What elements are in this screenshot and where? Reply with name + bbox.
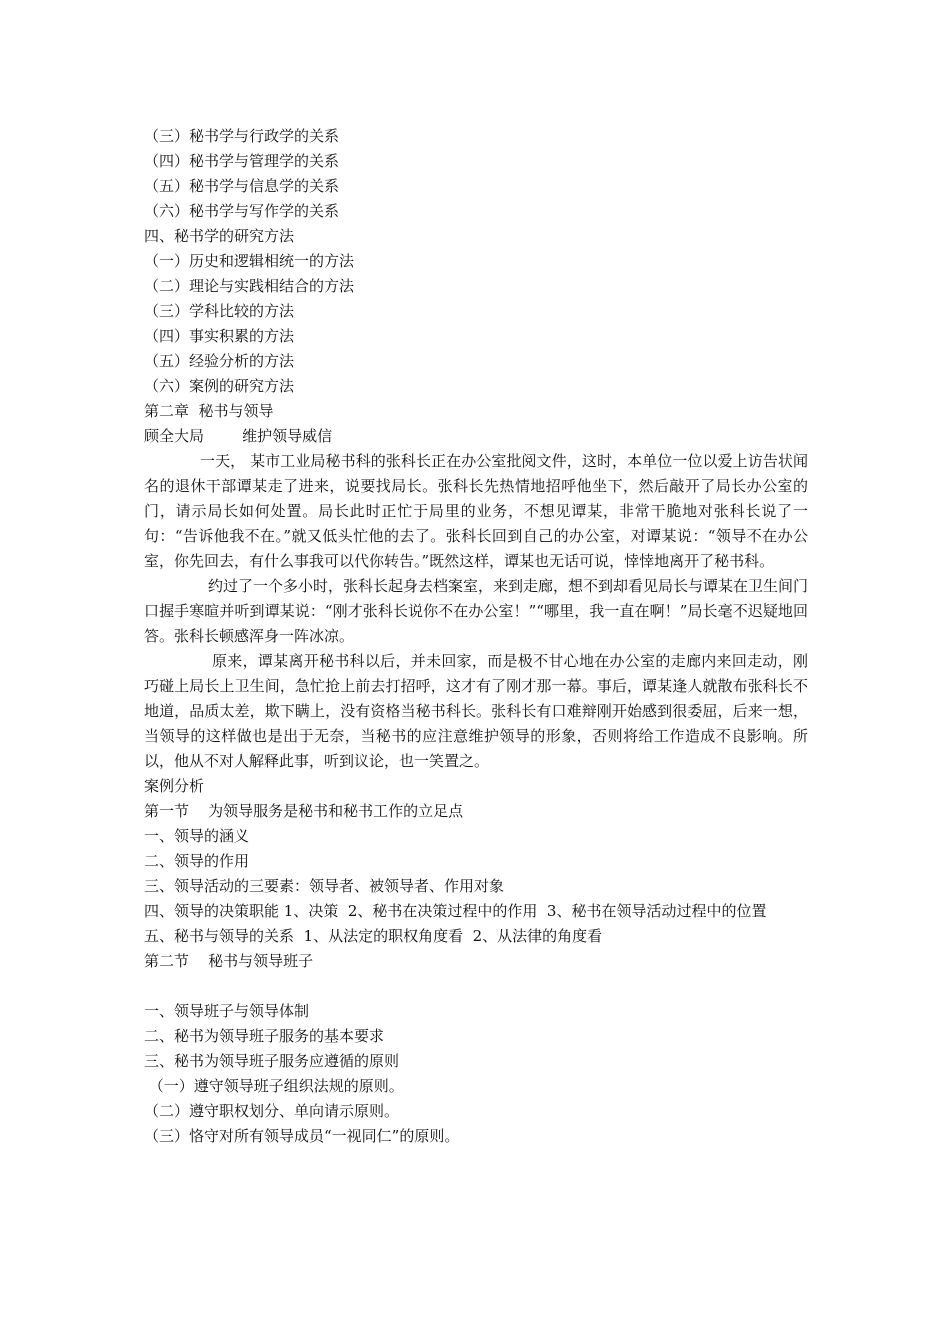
- case-paragraph: 一天， 某市工业局秘书科的张科长正在办公室批阅文件，这时，本单位一位以爱上访告状闻名的退休干部谭某走了进来，说要找局长。张科长先热情地招呼他坐下，然后敲开了局长办公室的门，请示局长如何处置。局长此时正忙于局里的业务，不想见谭某，非常干脆地对张科长说了一句：“告诉他我不在。”就又低头忙他的去了。张科长回到自己的办公室，对谭某说：“领导不在办公室，你先回去，有什么事我可以代你转告。”既然这样，谭某也无话可说，悻悻地离开了秘书科。: [144, 452, 808, 570]
- outline-line: （五）经验分析的方法: [144, 352, 295, 370]
- outline-line: （二）理论与实践相结合的方法: [144, 277, 355, 295]
- outline-line: （六）秘书学与写作学的关系: [144, 202, 340, 220]
- outline-line: （四）秘书学与管理学的关系: [144, 152, 340, 170]
- outline-line: （一）遵守领导班子组织法规的原则。: [144, 1077, 404, 1095]
- outline-line: （三）学科比较的方法: [144, 302, 295, 320]
- outline-line: （三）秘书学与行政学的关系: [144, 127, 340, 145]
- outline-line: 四、领导的决策职能 1、决策 2、秘书在决策过程中的作用 3、秘书在领导活动过程中的位置: [144, 902, 767, 920]
- outline-line: 一、领导班子与领导体制: [144, 1002, 310, 1020]
- case-paragraph: 约过了一个多小时，张科长起身去档案室，来到走廊，想不到却看见局长与谭某在卫生间门口握手寒暄并听到谭某说：“刚才张科长说你不在办公室！”“哪里，我一直在啊！”局长毫不迟疑地回答。张科长顿感浑身一阵冰凉。: [144, 577, 809, 645]
- outline-line: （五）秘书学与信息学的关系: [144, 177, 340, 195]
- outline-line: （六）案例的研究方法: [144, 377, 295, 395]
- chapter-heading: 第二章 秘书与领导: [144, 402, 274, 420]
- section-heading: 第一节 为领导服务是秘书和秘书工作的立足点: [144, 802, 464, 820]
- document-page: [144, 124, 808, 1149]
- outline-line: （二）遵守职权划分、单向请示原则。: [144, 1102, 400, 1120]
- outline-line: 三、领导活动的三要素：领导者、被领导者、作用对象: [144, 877, 505, 895]
- outline-line: 三、秘书为领导班子服务应遵循的原则: [144, 1052, 400, 1070]
- outline-line: （三）恪守对所有领导成员“一视同仁”的原则。: [144, 1127, 460, 1145]
- outline-line: 二、秘书为领导班子服务的基本要求: [144, 1027, 385, 1045]
- outline-line: 二、领导的作用: [144, 852, 250, 870]
- case-title: 顾全大局 维护领导威信: [144, 427, 333, 445]
- blank-line: [144, 974, 808, 999]
- outline-line: 一、领导的涵义: [144, 827, 250, 845]
- section-heading: 四、秘书学的研究方法: [144, 227, 295, 245]
- case-paragraph: 原来，谭某离开秘书科以后，并未回家，而是极不甘心地在办公室的走廊内来回走动，刚巧碰上局长上卫生间，急忙抢上前去打招呼，这才有了刚才那一幕。事后，谭某逢人就散布张科长不地道，品质太差，欺下瞒上，没有资格当秘书科长。张科长有口难辩刚开始感到很委屈，后来一想，当领导的这样做也是出于无奈，当秘书的应注意维护领导的形象，否则将给工作造成不良影响。所以，他从不对人解释此事，听到议论，也一笑置之。: [144, 652, 808, 770]
- outline-line: （一）历史和逻辑相统一的方法: [144, 252, 355, 270]
- outline-line: 五、秘书与领导的关系 1、从法定的职权角度看 2、从法律的角度看: [144, 927, 603, 945]
- section-heading: 第二节 秘书与领导班子: [144, 952, 314, 970]
- outline-line: （四）事实积累的方法: [144, 327, 295, 345]
- outline-line: 案例分析: [144, 777, 205, 795]
